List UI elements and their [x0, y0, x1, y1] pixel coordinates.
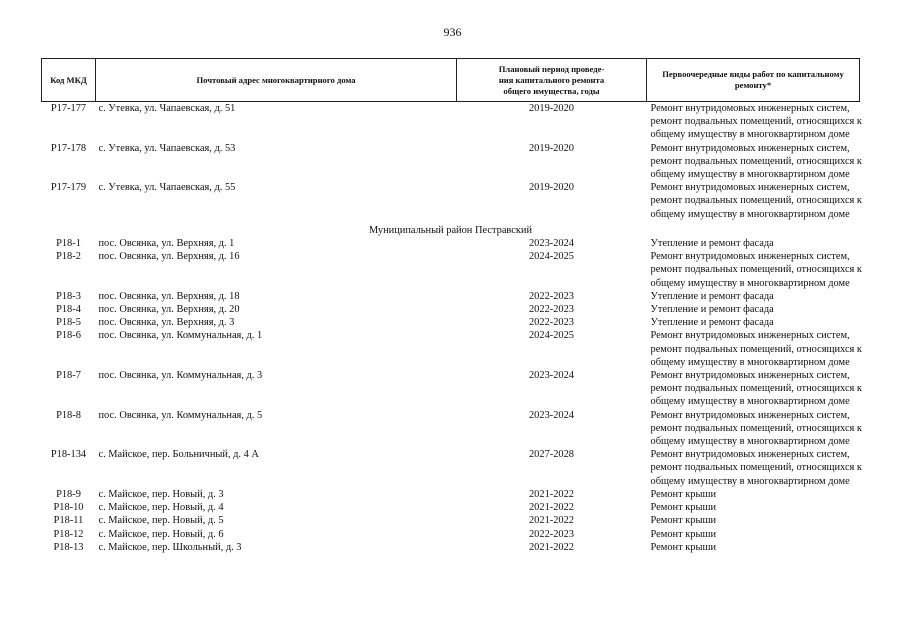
works-line: ремонт подвальных помещений, относящихся к: [650, 155, 862, 167]
table-row: [42, 501, 860, 514]
table-row: [42, 514, 860, 527]
priority-works: [647, 541, 860, 554]
planned-period: 2022-2023: [528, 317, 575, 329]
table-row: [42, 541, 860, 554]
planned-period: 2021-2022: [528, 488, 575, 500]
works-line: общему имуществу в многоквартирном доме: [650, 129, 850, 141]
mkd-code: Р17-178: [50, 142, 87, 154]
table-row: [42, 369, 860, 409]
planned-period: 2021-2022: [528, 502, 575, 514]
planned-period: 2023-2024: [528, 370, 575, 382]
header-works-line: Первоочередные виды работ по капитальному: [662, 69, 844, 79]
table-row: [42, 316, 860, 329]
mkd-code: Р18-2: [56, 251, 81, 263]
section-title: Муниципальный район Пестравский: [368, 224, 533, 236]
header-works: [647, 59, 860, 102]
priority-works: [647, 329, 860, 369]
works-line: ремонт подвальных помещений, относящихся к: [650, 116, 862, 128]
priority-works: [647, 303, 860, 316]
works-line: Утепление и ремонт фасада: [650, 317, 774, 329]
header-code: Код МКД: [42, 59, 96, 102]
table-row: [42, 303, 860, 316]
works-line: Ремонт крыши: [650, 502, 717, 514]
postal-address: пос. Овсянка, ул. Верхняя, д. 1: [98, 238, 235, 250]
works-line: Ремонт внутридомовых инженерных систем,: [650, 103, 850, 114]
postal-address: пос. Овсянка, ул. Коммунальная, д. 1: [98, 330, 263, 342]
header-period-line: Плановый период проведе-: [498, 63, 605, 74]
postal-address: с. Майское, пер. Новый, д. 3: [98, 488, 224, 500]
postal-address: с. Майское, пер. Больничный, д. 4 А: [98, 449, 259, 461]
works-line: общему имуществу в многоквартирном доме: [650, 208, 850, 220]
priority-works: [647, 448, 860, 488]
mkd-code: Р18-7: [56, 370, 81, 382]
postal-address: пос. Овсянка, ул. Коммунальная, д. 5: [98, 409, 263, 421]
planned-period: 2021-2022: [528, 515, 575, 527]
works-line: Ремонт крыши: [650, 515, 717, 527]
works-line: Ремонт крыши: [650, 488, 717, 500]
works-line: общему имуществу в многоквартирном доме: [650, 356, 850, 368]
priority-works: [647, 501, 860, 514]
postal-address: пос. Овсянка, ул. Верхняя, д. 18: [98, 290, 240, 302]
priority-works: [647, 181, 860, 221]
mkd-code: Р17-179: [50, 182, 87, 194]
postal-address: с. Майское, пер. Новый, д. 6: [98, 528, 224, 540]
works-line: Ремонт внутридомовых инженерных систем,: [650, 142, 850, 154]
planned-period: 2019-2020: [528, 142, 575, 154]
planned-period: 2023-2024: [528, 238, 575, 250]
table-row: [42, 329, 860, 369]
priority-works: [647, 142, 860, 182]
works-line: Ремонт внутридомовых инженерных систем,: [650, 409, 850, 421]
mkd-code: Р18-5: [56, 317, 81, 329]
mkd-code: Р17-177: [50, 103, 87, 114]
mkd-code: Р18-1: [56, 238, 81, 250]
works-line: Ремонт внутридомовых инженерных систем,: [650, 182, 850, 194]
mkd-code: Р18-134: [50, 449, 87, 461]
planned-period: 2022-2023: [528, 528, 575, 540]
mkd-code: Р18-12: [53, 528, 84, 540]
mkd-code: Р18-11: [53, 515, 84, 527]
table-row: [42, 181, 860, 221]
postal-address: с. Майское, пер. Новый, д. 5: [98, 515, 224, 527]
mkd-code: Р18-9: [56, 488, 81, 500]
works-line: Ремонт внутридомовых инженерных систем,: [650, 449, 850, 461]
works-line: Ремонт внутридомовых инженерных систем,: [650, 330, 850, 342]
planned-period: 2027-2028: [528, 449, 575, 461]
postal-address: пос. Овсянка, ул. Верхняя, д. 3: [98, 317, 235, 329]
mkd-code: Р18-8: [56, 409, 81, 421]
table-row: [42, 237, 860, 250]
works-line: Ремонт внутридомовых инженерных систем,: [650, 251, 850, 263]
priority-works: [647, 237, 860, 250]
mkd-code: Р18-6: [56, 330, 81, 342]
works-line: общему имуществу в многоквартирном доме: [650, 396, 850, 408]
table-body: [42, 102, 860, 554]
table-row: [42, 448, 860, 488]
priority-works: [647, 250, 860, 290]
works-line: ремонт подвальных помещений, относящихся к: [650, 383, 862, 395]
priority-works: [647, 488, 860, 501]
priority-works: [647, 514, 860, 527]
postal-address: пос. Овсянка, ул. Коммунальная, д. 3: [98, 370, 263, 382]
planned-period: 2022-2023: [528, 304, 575, 316]
planned-period: 2024-2025: [528, 251, 575, 263]
postal-address: с. Утевка, ул. Чапаевская, д. 51: [98, 103, 236, 114]
priority-works: [647, 409, 860, 449]
planned-period: 2024-2025: [528, 330, 575, 342]
planned-period: 2019-2020: [528, 182, 575, 194]
capital-repair-table: [41, 58, 860, 554]
works-line: общему имуществу в многоквартирном доме: [650, 436, 850, 448]
mkd-code: Р18-4: [56, 304, 81, 316]
postal-address: с. Майское, пер. Школьный, д. 3: [98, 541, 242, 553]
postal-address: пос. Овсянка, ул. Верхняя, д. 16: [98, 251, 240, 263]
planned-period: 2019-2020: [528, 103, 575, 114]
priority-works: [647, 316, 860, 329]
works-line: ремонт подвальных помещений, относящихся к: [650, 195, 862, 207]
postal-address: с. Утевка, ул. Чапаевская, д. 55: [98, 182, 236, 194]
table-row: [42, 409, 860, 449]
works-line: Ремонт крыши: [650, 528, 717, 540]
priority-works: [647, 290, 860, 303]
priority-works: [647, 102, 860, 142]
priority-works: [647, 528, 860, 541]
header-address: Почтовый адрес многоквартирного дома: [96, 59, 457, 102]
table-row: [42, 528, 860, 541]
works-line: Утепление и ремонт фасада: [650, 238, 774, 250]
mkd-code: Р18-3: [56, 290, 81, 302]
table-header: [42, 59, 860, 102]
works-line: общему имуществу в многоквартирном доме: [650, 169, 850, 181]
section-row: [42, 221, 860, 237]
works-line: Утепление и ремонт фасада: [650, 290, 774, 302]
works-line: Утепление и ремонт фасада: [650, 304, 774, 316]
header-period-line: общего имущества, годы: [503, 85, 600, 96]
works-line: общему имуществу в многоквартирном доме: [650, 277, 850, 289]
postal-address: пос. Овсянка, ул. Верхняя, д. 20: [98, 304, 240, 316]
works-line: общему имуществу в многоквартирном доме: [650, 475, 850, 487]
table-row: [42, 142, 860, 182]
mkd-code: Р18-10: [53, 502, 84, 514]
table-row: [42, 250, 860, 290]
planned-period: 2022-2023: [528, 290, 575, 302]
priority-works: [647, 369, 860, 409]
planned-period: 2021-2022: [528, 541, 575, 553]
postal-address: с. Утевка, ул. Чапаевская, д. 53: [98, 142, 236, 154]
works-line: ремонт подвальных помещений, относящихся к: [650, 462, 862, 474]
works-line: Ремонт внутридомовых инженерных систем,: [650, 370, 850, 382]
table-row: [42, 290, 860, 303]
mkd-code: Р18-13: [53, 541, 84, 553]
works-line: ремонт подвальных помещений, относящихся к: [650, 422, 862, 434]
works-line: ремонт подвальных помещений, относящихся к: [650, 264, 862, 276]
works-line: Ремонт крыши: [650, 541, 717, 553]
table-row: [42, 102, 860, 142]
page-number: 936: [443, 25, 462, 39]
header-period: [457, 59, 647, 102]
postal-address: с. Майское, пер. Новый, д. 4: [98, 502, 224, 514]
header-period-line: ния капитального ремонта: [498, 74, 605, 85]
table-row: [42, 488, 860, 501]
header-works-line: ремонту*: [734, 80, 772, 90]
planned-period: 2023-2024: [528, 409, 575, 421]
works-line: ремонт подвальных помещений, относящихся к: [650, 343, 862, 355]
